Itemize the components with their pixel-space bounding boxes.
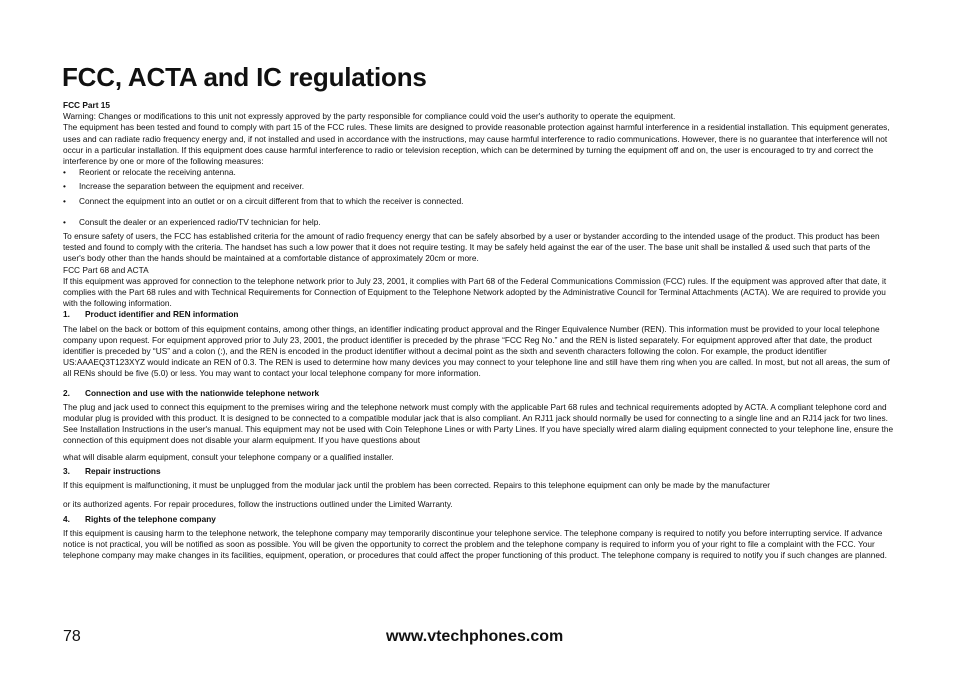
regulations-body bbox=[63, 100, 894, 561]
fcc-part68-paragraph: If this equipment was approved for connection to the telephone network prior to July 23, 2001, it complies with Part 68 of the Federal Communications Commission (FCC) rules. If the equipment was approved after that date, it complies with the Part 68 rules and with Technical Requirements for Connection of Equipment to the Telephone Network adopted by the Administrative Council for Terminal Attachments (ACTA). We are required to provide you with the following information. bbox=[63, 275, 887, 309]
fcc-part15-paragraph: The equipment has been tested and found to comply with part 15 of the FCC rules. These limits are designed to provide reasonable protection against harmful interference in a residential installation. This equipment generates, uses and can radiate radio frequency energy and, if not installed and used in accordance with the instructions, may cause harmful interference to radio communications. However, there is no guarantee that interference will not occur in a particular installation. If this equipment does cause harmful interference to radio or television reception, which can be determined by turning the equipment off and on, the user is encouraged to try and correct the interference by one or more of the following measures: bbox=[63, 122, 890, 167]
page-number: 78 bbox=[63, 628, 81, 645]
section-heading-4: 4. Rights of the telephone company bbox=[63, 513, 216, 524]
section-text-2: The plug and jack used to connect this equipment to the premises wiring and the telephone network must comply with the applicable Part 68 rules and technical requirements adopted by ACTA. A compliant telephone cord and modular plug is provided with this product. It is designed to be connected to a compatible modular jack that is also compliant. An RJ11 jack should normally be used for connecting to a single line and an RJ14 jack for two lines. See Installation Instructions in the user's manual. This equipment may not be used with Coin Telephone Lines or with Party Lines. If you have specially wired alarm dialing equipment connected to your telephone line, ensure the connection of this equipment does not disable your alarm equipment. If you have questions about bbox=[63, 401, 894, 446]
fcc-part68-heading: FCC Part 68 and ACTA bbox=[63, 264, 149, 275]
section-text-3-continued: or its authorized agents. For repair procedures, follow the instructions outlined under the Limited Warranty. bbox=[63, 499, 453, 510]
section-text-4: If this equipment is causing harm to the telephone network, the telephone company may temporarily discontinue your telephone service. The telephone company is required to notify you before interrupting service. If advance notice is not practical, you will be notified as soon as possible. You will be given the opportunity to correct the problem and the telephone company is required to inform you of your right to file a complaint with the FCC. Your telephone company may make changes in its facilities, equipment, operation, or procedures that could affect the proper functioning of this product. The telephone company is required to notify you if such changes are planned. bbox=[63, 527, 887, 561]
section-text-3: If this equipment is malfunctioning, it must be unplugged from the modular jack until the problem has been corrected. Repairs to this telephone equipment can only be made by the manufacturer bbox=[63, 480, 771, 491]
rf-safety-paragraph: To ensure safety of users, the FCC has established criteria for the amount of radio frequency energy that can be safely absorbed by a user or bystander according to the intended usage of the product. This product has been tested and found to comply with the criteria. The handset has such a low power that it does not require testing. It may be safely held against the ear of the user. The base unit shall be installed & used such that parts of the user's body other than the hands should be maintained at a comfortable distance of approximately 20cm or more. bbox=[63, 231, 880, 264]
interference-measures-list bbox=[63, 167, 894, 228]
website-link[interactable]: www.vtechphones.com bbox=[386, 628, 564, 645]
list-item: • Consult the dealer or an experienced radio/TV technician for help. bbox=[63, 217, 894, 228]
section-text-1: The label on the back or bottom of this equipment contains, among other things, an identifier indicating product approval and the Ringer Equivalence Number (REN). This information must be provided to your local telephone company upon request. For equipment approved prior to July 23, 2001, the product identifier is preceded by the phrase “FCC Reg No.” and the REN is listed separately. For equipment approved after that date, the product identifier is preceded by “US” and a colon (:), and the REN is encoded in the product identifier without a decimal point as the sixth and seventh characters following the colon. For example, the product identifier US:AAAEQ3T123XYZ would indicate an REN of 0.3. The REN is used to determine how many devices you may connect to your telephone line and still have them ring when you are called. In most, but not all areas, the sum of all RENs should be five (5.0) or less. You may want to contact your local telephone company for more information. bbox=[63, 323, 890, 379]
page-title: FCC, ACTA and IC regulations bbox=[62, 62, 427, 92]
section-heading-3: 3. Repair instructions bbox=[63, 465, 161, 476]
section-heading-2: 2. Connection and use with the nationwide telephone network bbox=[63, 387, 320, 398]
section-heading-1: 1. Product identifier and REN information bbox=[63, 309, 239, 320]
fcc-part15-heading: FCC Part 15 bbox=[63, 100, 111, 110]
list-item: • Reorient or relocate the receiving antenna. bbox=[63, 167, 894, 178]
list-item: • Connect the equipment into an outlet or on a circuit different from that to which the receiver is connected. bbox=[63, 196, 894, 207]
fcc-part15-warning: Warning: Changes or modifications to this unit not expressly approved by the party responsible for compliance could void the user's authority to operate the equipment. bbox=[63, 111, 676, 122]
list-item: • Increase the separation between the equipment and receiver. bbox=[63, 181, 894, 192]
section-text-2-continued: what will disable alarm equipment, consult your telephone company or a qualified installer. bbox=[63, 451, 394, 462]
